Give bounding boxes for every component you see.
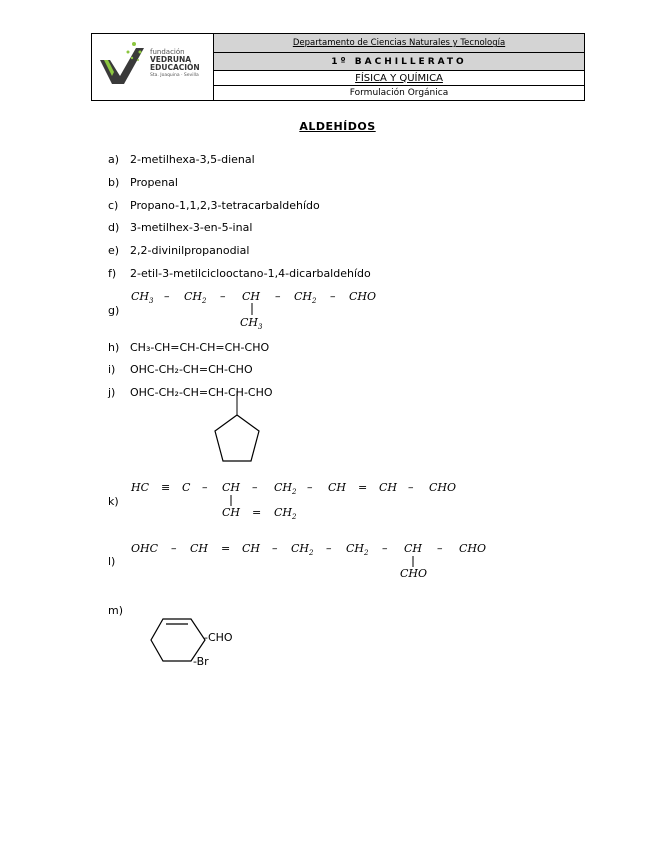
formula-k-eq: = — [252, 506, 262, 519]
formula-k-dash: – — [202, 481, 208, 494]
list-item-e: e) 2,2-divinilpropanodial — [108, 244, 250, 257]
logo-text-3: EDUCACIÓN — [150, 63, 200, 72]
cyclohexene-ring — [151, 619, 205, 661]
department-cell: Departamento de Ciencias Naturales y Tecnología — [214, 34, 584, 53]
formula-k-g: CHO — [429, 481, 457, 494]
formula-l-g: CHO — [459, 542, 487, 555]
formula-k-eq: = — [358, 481, 368, 494]
formula-l-dash: – — [171, 542, 177, 555]
formula-l-dash: – — [437, 542, 443, 555]
formula-m-cho: -CHO — [204, 631, 233, 644]
formula-m-br: -Br — [193, 655, 209, 668]
formula-g-dash: – — [220, 290, 226, 303]
formula-k-b1: CH — [222, 506, 241, 519]
list-item-a: a) 2-metilhexa-3,5-dienal — [108, 153, 255, 166]
formula-l-a: OHC — [131, 542, 159, 555]
formula-g-c1: $CH_3$ — [131, 290, 154, 306]
list-item-h: h) CH₃-CH=CH-CH=CH-CHO — [108, 341, 270, 354]
logo-text-1: fundación — [150, 48, 185, 56]
list-item-b: b) Propenal — [108, 176, 178, 189]
formula-k-c: CH — [222, 481, 241, 494]
logo-text-2: VEDRUNA — [150, 55, 192, 64]
list-item-g: g) — [108, 304, 120, 317]
formula-l-c: CH — [242, 542, 261, 555]
list-item-c: c) Propano-1,1,2,3-tetracarbaldehído — [108, 199, 320, 212]
formula-g-c3: CH — [242, 290, 261, 303]
list-item-j: j) OHC-CH₂-CH=CH-CH-CHO — [108, 386, 273, 399]
formula-k-d: $CH_2$ — [274, 481, 297, 497]
formula-l-branch: CHO — [400, 567, 428, 580]
formula-g-c4: $CH_2$ — [294, 290, 317, 306]
list-item-k: k) — [108, 495, 119, 508]
formula-k-e: CH — [328, 481, 347, 494]
formula-k-f: CH — [379, 481, 398, 494]
formula-g-c2: $CH_2$ — [184, 290, 207, 306]
formula-l-d: $CH_2$ — [291, 542, 314, 558]
formula-k-b: C — [182, 481, 191, 494]
formula-g-c5: CHO — [349, 290, 377, 303]
formula-k-b2: $CH_2$ — [274, 506, 297, 522]
formula-g-dash: – — [330, 290, 336, 303]
logo-text-4: Sta. Joaquina · Sevilla — [150, 73, 199, 78]
formula-l-dash: – — [382, 542, 388, 555]
cyclopentane-ring — [215, 415, 259, 461]
formula-k-dash: – — [408, 481, 414, 494]
formula-g-dash: – — [164, 290, 170, 303]
formula-k-dash: – — [252, 481, 258, 494]
course-cell: 1º BACHILLERATO — [214, 53, 584, 70]
list-item-d: d) 3-metilhex-3-en-5-inal — [108, 221, 253, 234]
subject-cell: FÍSICA Y QUÍMICA — [214, 71, 584, 87]
formula-l-b: CH — [190, 542, 209, 555]
formula-l-dash: – — [326, 542, 332, 555]
formula-k-dash: – — [307, 481, 313, 494]
formula-l-f: CH — [404, 542, 423, 555]
formula-l-eq: = — [221, 542, 231, 555]
topic-cell: Formulación Orgánica — [349, 88, 449, 99]
formula-l-dash: – — [272, 542, 278, 555]
formula-g-branch: $CH_3$ — [240, 316, 263, 332]
list-item-f: f) 2-etil-3-metilciclooctano-1,4-dicarbaldehído — [108, 267, 371, 280]
formula-g-dash: – — [275, 290, 281, 303]
list-item-i: i) OHC-CH₂-CH=CH-CHO — [108, 363, 253, 376]
formula-k-a: HC — [131, 481, 150, 494]
list-item-m: m) — [108, 604, 124, 617]
page-title: ALDEHÍDOS — [299, 120, 376, 133]
formula-k-triple: ≡ — [161, 481, 171, 494]
formula-l-e: $CH_2$ — [346, 542, 369, 558]
list-item-l: l) — [108, 555, 116, 568]
